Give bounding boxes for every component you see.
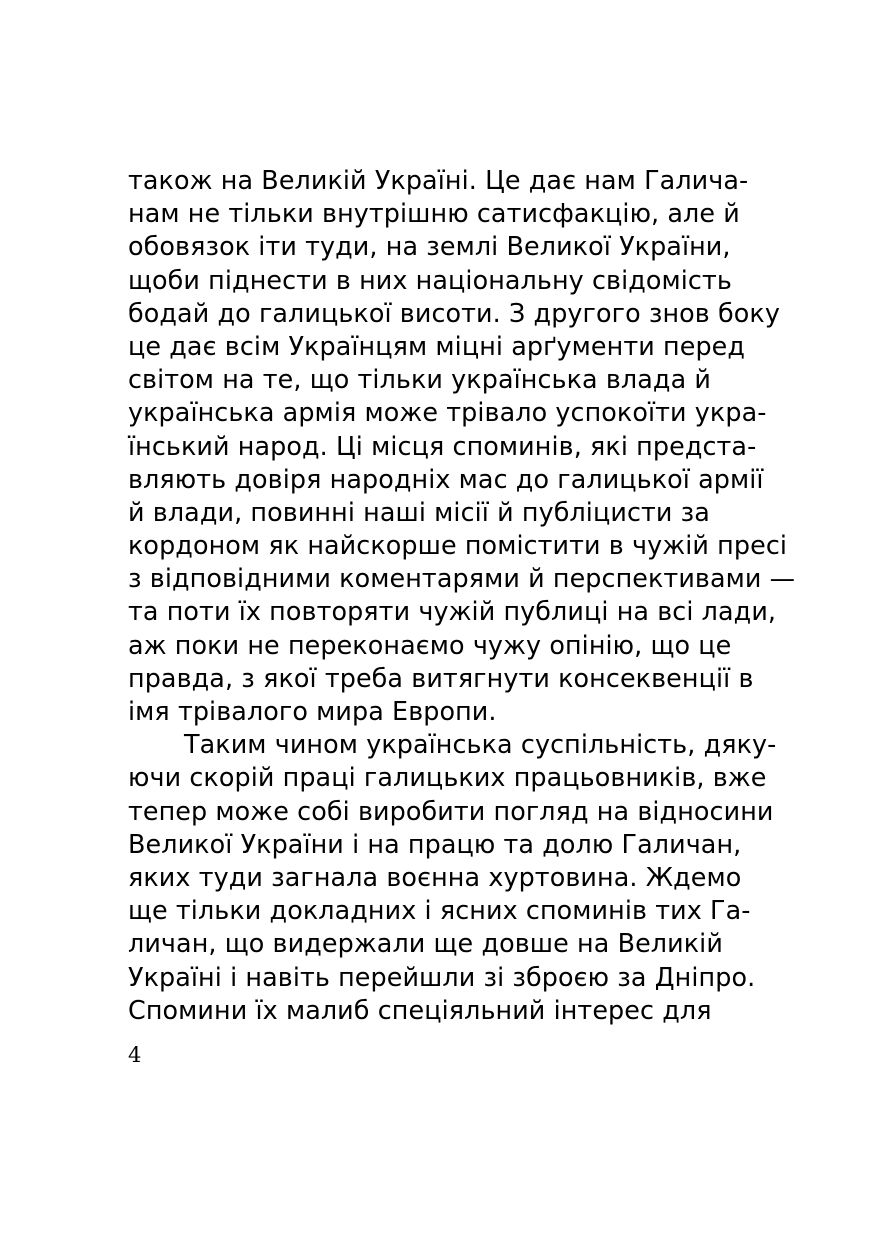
text-line: щоби піднести в них національну свідомість <box>128 264 732 295</box>
text-line: імя трівалого мира Европи. <box>128 696 497 726</box>
text-line: та поти їх повторяти чужій публиці на всі лади, <box>128 596 777 627</box>
text-line: також на Великій Україні. Це дає нам Галича- <box>128 165 749 195</box>
text-line: Україні і навіть перейшли зі зброєю за Дніпро. <box>128 961 756 992</box>
text-line-content: Таким чином українська суспільність, дяку- <box>184 729 777 760</box>
text-line: це дає всім Українцям міцні арґументи перед <box>128 330 746 361</box>
text-line-indented <box>128 728 777 761</box>
text-line: й влади, повинні наші місії й публіцисти за <box>128 496 710 527</box>
page-number: 4 <box>128 1043 142 1067</box>
text-line: личан, що видержали ще довше на Великій <box>128 928 723 959</box>
text-line: обовязок іти туди, на землі Великої України, <box>128 231 731 262</box>
text-line: аж поки не переконаємо чужу опінію, що це <box>128 629 732 660</box>
text-line: бодай до галицької висоти. З другого знов боку <box>128 297 780 328</box>
text-line: ще тільки докладних і ясних споминів тих Га- <box>128 895 751 926</box>
text-line: з відповідними коментарями й перспективами — <box>128 563 796 594</box>
text-line: нам не тільки внутрішню сатисфакцію, але й <box>128 198 740 229</box>
text-line: ючи скорій праці галицьких працьовників, вже <box>128 762 767 793</box>
text-line: українська армія може трівало успокоїти укра- <box>128 397 767 428</box>
text-line: яких туди загнала воєнна хуртовина. Ждемо <box>128 861 742 892</box>
paragraph-2 <box>128 728 777 1027</box>
paragraph-1 <box>128 164 796 728</box>
text-line: світом на те, що тільки українська влада й <box>128 364 712 395</box>
text-line: вляють довіря народніх мас до галицької армії <box>128 463 764 494</box>
text-line: Спомини їх малиб спеціяльний інтерес для <box>128 994 712 1025</box>
text-line: Великої України і на працю та долю Галичан, <box>128 828 742 859</box>
page-text-body <box>128 164 796 1027</box>
text-line: тепер може собі виробити погляд на відносини <box>128 795 774 826</box>
text-line: правда, з якої треба витягнути консеквенції в <box>128 662 754 693</box>
text-line: кордоном як найскорше помістити в чужій пресі <box>128 530 788 561</box>
text-line: їнський народ. Ці місця споминів, які предста- <box>128 430 757 461</box>
